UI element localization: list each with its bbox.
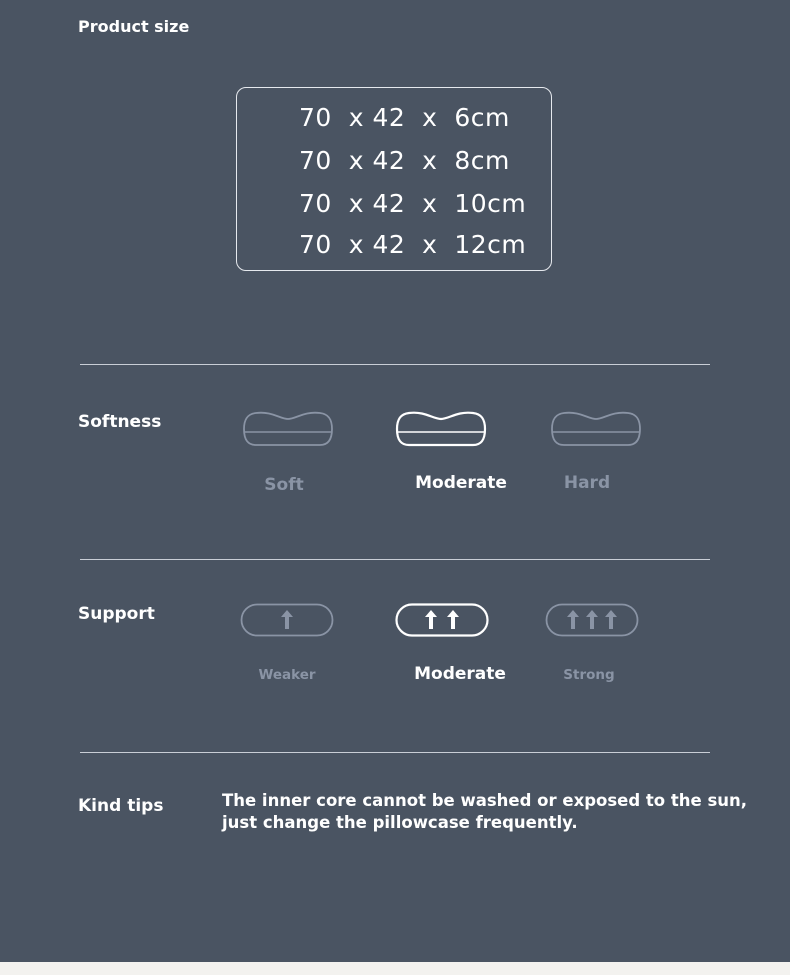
size-row: 70 x 42 x 6cm <box>299 103 510 132</box>
bottom-strip <box>0 962 790 975</box>
support-moderate-icon <box>395 603 489 637</box>
support-heading: Support <box>78 604 155 624</box>
pillow-soft-icon <box>242 410 334 448</box>
support-weaker-icon <box>240 603 334 637</box>
divider <box>80 752 710 753</box>
pillow-moderate-icon <box>395 410 487 448</box>
softness-option-hard: Hard <box>563 473 611 493</box>
product-size-heading: Product size <box>78 17 190 36</box>
size-row: 70 x 42 x 12cm <box>299 230 527 259</box>
softness-heading: Softness <box>78 412 162 432</box>
support-strong-icon <box>545 603 639 637</box>
size-row: 70 x 42 x 8cm <box>299 146 510 175</box>
kind-tips-heading: Kind tips <box>78 796 164 816</box>
kind-tips-line: The inner core cannot be washed or exposed to the sun, <box>222 791 748 810</box>
divider <box>80 559 710 560</box>
size-box <box>236 87 552 271</box>
divider <box>80 364 710 365</box>
kind-tips-text <box>222 790 752 834</box>
support-option-weaker: Weaker <box>258 667 316 683</box>
softness-option-moderate: Moderate <box>415 473 507 493</box>
size-row: 70 x 42 x 10cm <box>299 189 527 218</box>
support-option-strong: Strong <box>563 667 615 683</box>
softness-option-soft: Soft <box>264 475 304 495</box>
pillow-hard-icon <box>550 410 642 448</box>
support-option-moderate: Moderate <box>414 664 506 684</box>
kind-tips-line: just change the pillowcase frequently. <box>222 813 578 832</box>
arrow-up-icon <box>281 610 293 629</box>
